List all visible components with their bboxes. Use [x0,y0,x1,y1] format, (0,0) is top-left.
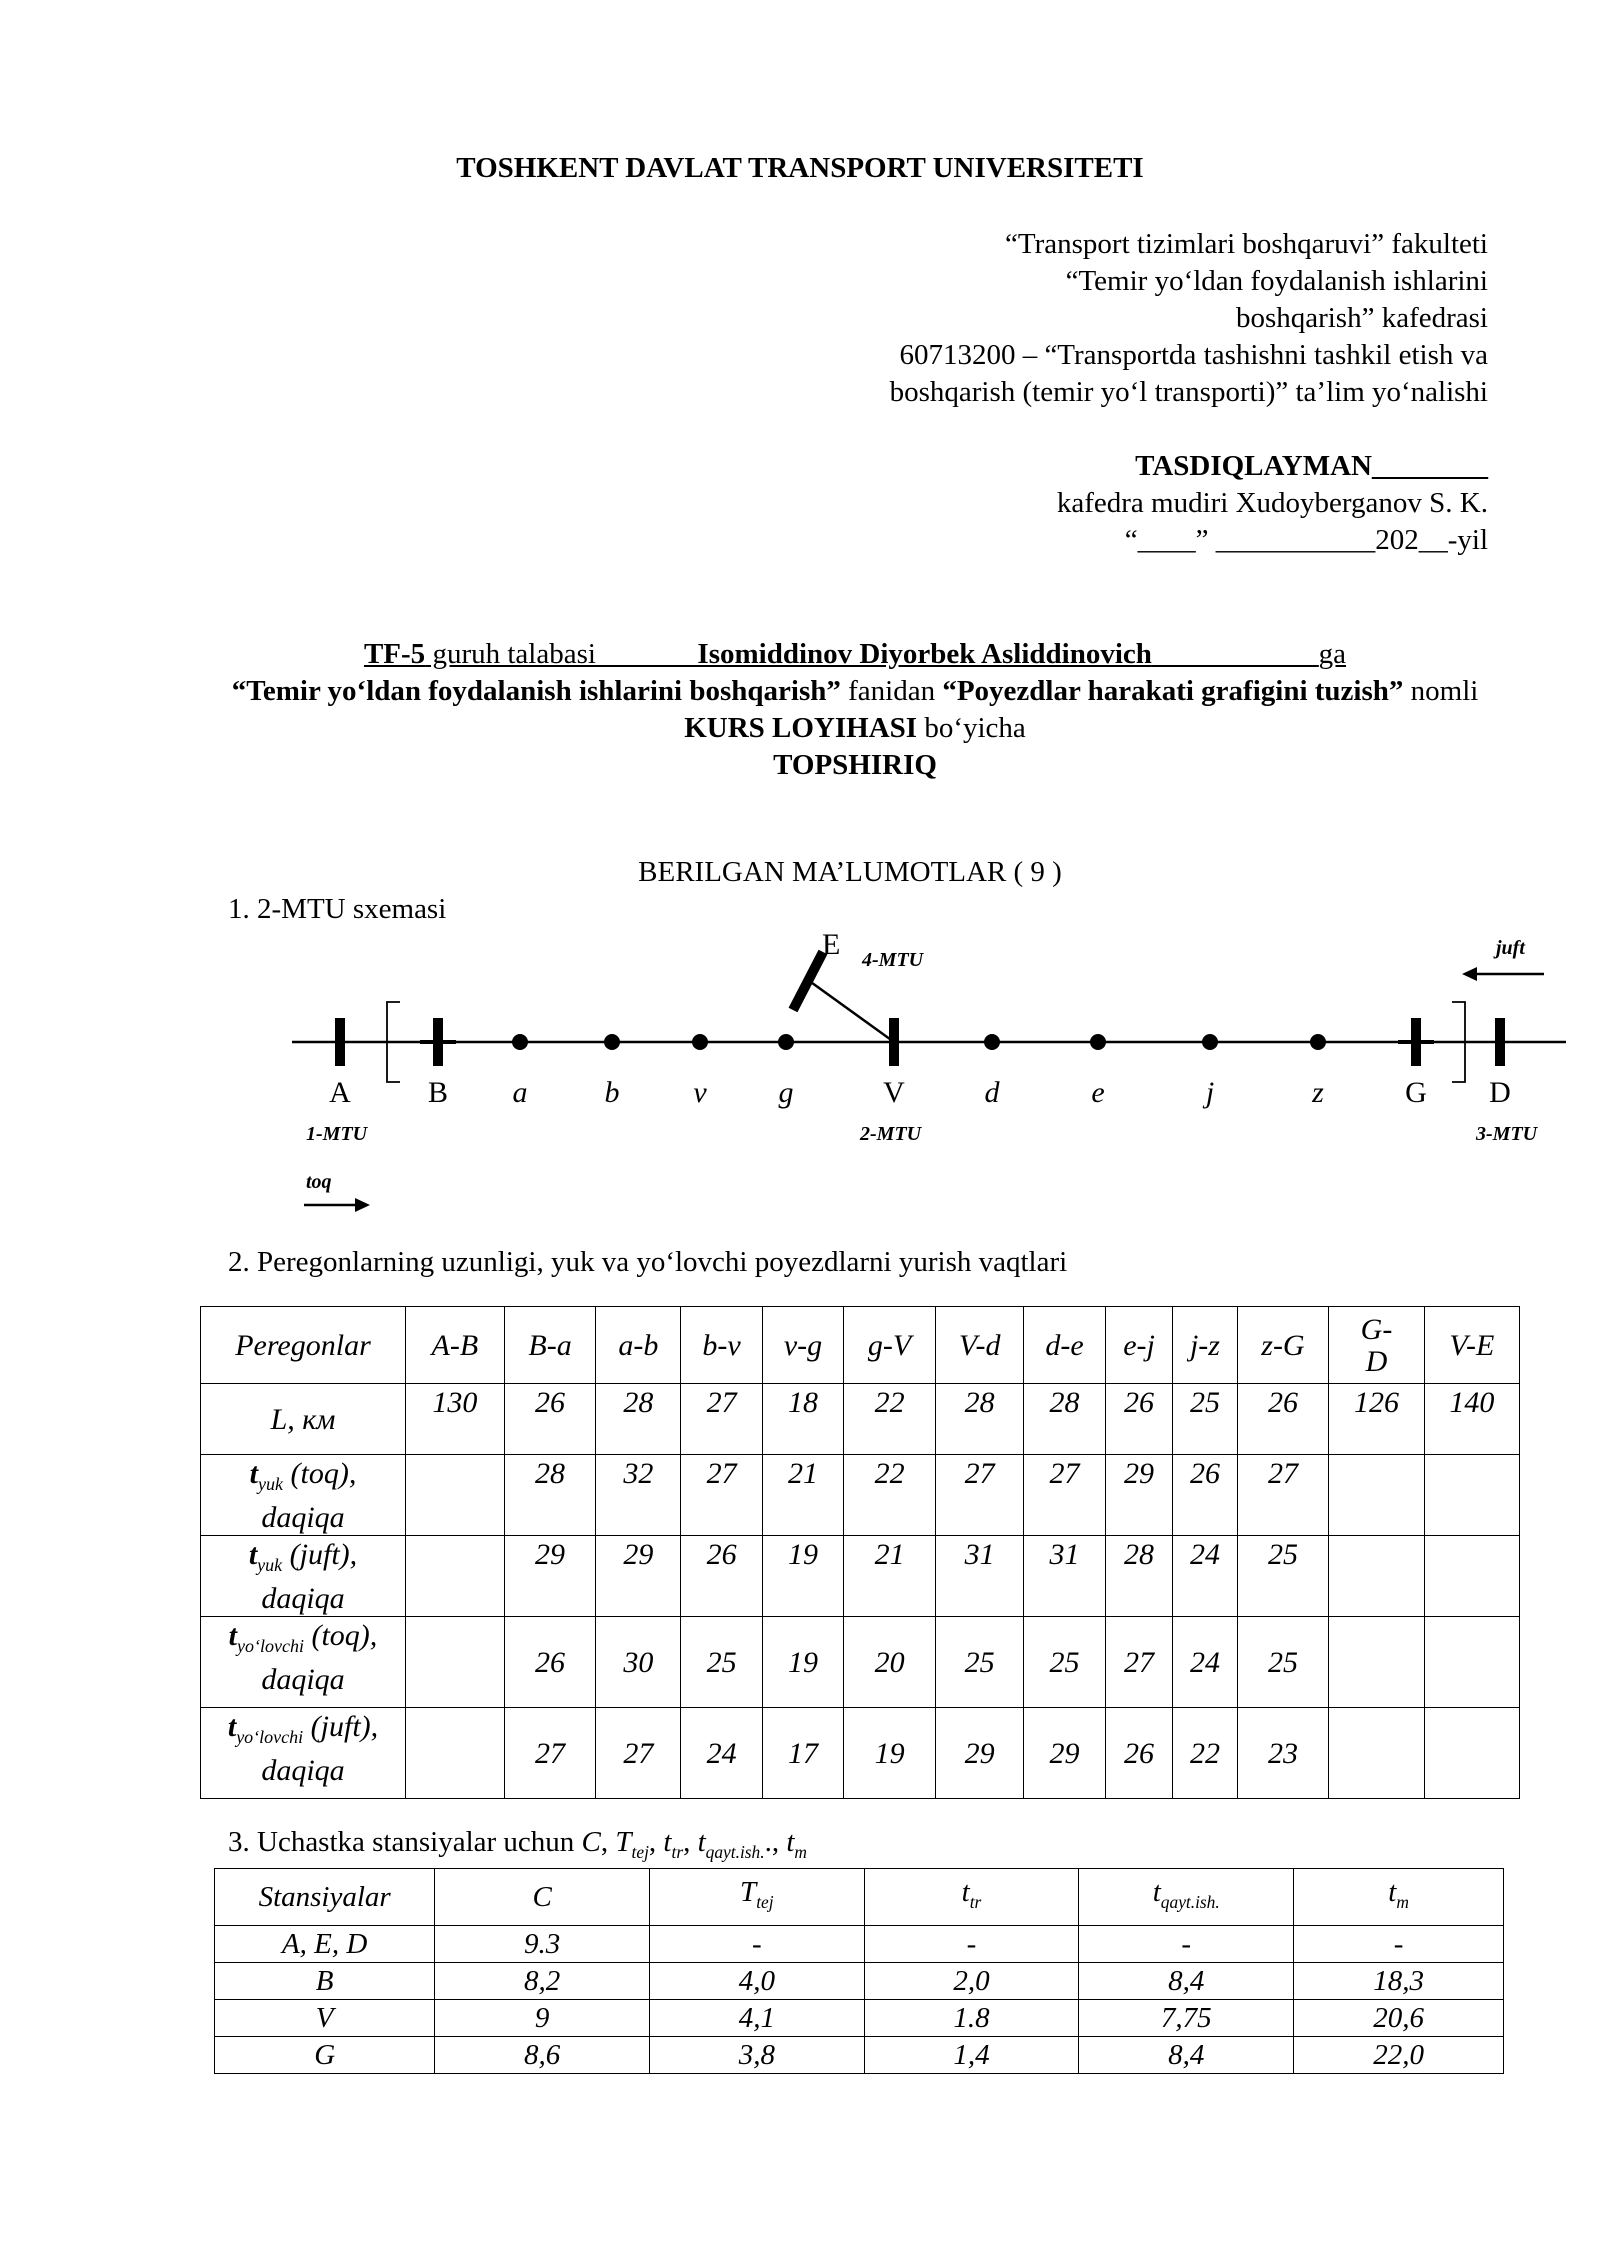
item-3-heading [228,1826,807,1863]
item-1-heading: 1. 2-MTU sxemasi [228,893,447,925]
station-label: e [1091,1076,1105,1109]
task-block [230,636,1480,784]
station-label: b [604,1076,620,1109]
station-e-label: E [822,930,841,961]
table-cell: 18,3 [1294,1962,1504,1999]
table-header-row [215,1869,1504,1926]
station-bar-tick [420,1040,456,1044]
approval-date: “____” ___________202__-yil [1124,524,1488,556]
station-e-bar [793,952,823,1010]
header-cell: v-g [762,1307,843,1384]
table-cell: 26 [681,1536,762,1617]
table-cell: 25 [1237,1536,1329,1617]
header-cell: $t_{qayt.ish.}$ [1079,1869,1294,1926]
header-cell: d-e [1024,1307,1105,1384]
item3-sep: , [600,1826,616,1858]
table-cell [1424,1455,1519,1536]
table-cell: - [1079,1925,1294,1962]
station-dot-marker [1202,1034,1218,1050]
table-cell [406,1536,505,1617]
toq-label: toq [306,1171,332,1193]
table-row [215,1962,1504,1999]
table-cell: 31 [1024,1536,1105,1617]
table-header-row [201,1307,1520,1384]
fanidan: fanidan [840,675,943,707]
table-cell: 22 [844,1384,936,1455]
table-cell: B [215,1962,435,1999]
table-cell: G [215,2036,435,2073]
table-row [201,1384,1520,1455]
item3-t2-sub: tr [671,1841,684,1862]
table-cell [406,1708,505,1799]
table-cell: 26 [1105,1708,1173,1799]
table-cell [1329,1708,1424,1799]
station-label: z [1312,1076,1324,1109]
header-cell: Stansiyalar [215,1869,435,1926]
item3-c: C [581,1826,601,1858]
item3-t4: t [786,1826,795,1858]
task-line-2 [230,673,1480,747]
station-bar-marker [1495,1018,1505,1066]
table-cell: - [649,1925,864,1962]
department-info [728,226,1488,411]
table-cell: 27 [1024,1455,1105,1536]
kurs-loyihasi: KURS LOYIHASI [684,712,918,744]
table-cell [406,1617,505,1708]
table-cell: 25 [681,1617,762,1708]
station-bar-marker [889,1018,899,1066]
table-cell: A, E, D [215,1925,435,1962]
blank: ___________ [1151,638,1319,670]
table-cell: 8,4 [1079,2036,1294,2073]
station-label: d [984,1076,1000,1109]
table-cell: 25 [935,1617,1023,1708]
station-dot-marker [984,1034,1000,1050]
table-cell [1424,1617,1519,1708]
juft-label: juft [1496,937,1525,959]
table-cell: 23 [1237,1708,1329,1799]
header-cell: z-G [1237,1307,1329,1384]
row-label: $t_{yuk}$ (juft), daqiqa [201,1536,406,1617]
table-cell: 3,8 [649,2036,864,2073]
station-bar-tick [1398,1040,1434,1044]
item3-t3: t [697,1826,706,1858]
toq-arrow-head [355,1198,370,1212]
station-label: D [1489,1076,1511,1109]
table-cell: 9 [435,1999,650,2036]
header-cell: e-j [1105,1307,1173,1384]
table-cell: - [1294,1925,1504,1962]
table-cell: - [864,1925,1079,1962]
approval-head: kafedra mudiri Xudoyberganov S. K. [1056,487,1488,519]
table-cell: 29 [935,1708,1023,1799]
station-label: B [427,1076,449,1109]
table-cell: 17 [762,1708,843,1799]
stations-group [329,1018,1511,1109]
row-label: $t_{yo‘lovchi}$ (toq), daqiqa [201,1617,406,1708]
table-cell: 28 [1105,1536,1173,1617]
station-label: j [1205,1076,1215,1109]
item3-t1-sub: tej [631,1841,649,1862]
task-line-1 [230,636,1480,673]
approval-block [728,448,1488,559]
table-cell: 24 [681,1708,762,1799]
table-cell [1424,1708,1519,1799]
dept-line: “Temir yo‘ldan foydalanish ishlarini [1065,265,1488,297]
table-cell: 26 [1173,1455,1237,1536]
item3-sep: , [648,1826,664,1858]
table-cell: 9.3 [435,1925,650,1962]
station-dot-marker [692,1034,708,1050]
table-cell: 27 [1105,1617,1173,1708]
station-label: v [693,1076,707,1109]
table-cell: 27 [504,1708,596,1799]
table-cell: 19 [762,1617,843,1708]
table-cell: 22 [1173,1708,1237,1799]
table-cell: 2,0 [864,1962,1079,1999]
header-cell: G- D [1329,1307,1424,1384]
station-label: A [329,1076,351,1109]
table-cell: 7,75 [1079,1999,1294,2036]
header-cell: j-z [1173,1307,1237,1384]
table-cell [1329,1617,1424,1708]
header-cell: b-v [681,1307,762,1384]
station-label: V [883,1076,905,1109]
table-cell: 126 [1329,1384,1424,1455]
table-cell: 24 [1173,1536,1237,1617]
station-dot-marker [604,1034,620,1050]
table-cell: 32 [596,1455,681,1536]
table-cell: 20,6 [1294,1999,1504,2036]
item3-t3-sub: qayt.ish. [705,1841,765,1862]
table-cell: 22 [844,1455,936,1536]
station-label: g [778,1076,794,1109]
table-cell: 29 [1024,1708,1105,1799]
item3-prefix: 3. Uchastka stansiyalar uchun [228,1826,582,1858]
university-title: TOSHKENT DAVLAT TRANSPORT UNIVERSITETI [456,152,1144,184]
header-cell: C [435,1869,650,1926]
table-cell: 25 [1024,1617,1105,1708]
dept-line: 60713200 – “Transportda tashishni tashkil etish va [899,339,1488,371]
table-cell: 31 [935,1536,1023,1617]
group-suffix: guruh talabasi [425,638,596,670]
table-row [201,1536,1520,1617]
table-cell: 28 [596,1384,681,1455]
row-label: L, км [201,1384,406,1455]
mtu3-label: 3-MTU [1476,1123,1538,1145]
table-cell: 25 [1173,1384,1237,1455]
station-dot-marker [512,1034,528,1050]
station-dot-marker [1090,1034,1106,1050]
table-cell: 19 [844,1708,936,1799]
student-name: Isomiddinov Diyorbek Asliddinovich [697,638,1152,670]
table-cell: 28 [1024,1384,1105,1455]
table-cell: V [215,1999,435,2036]
header-cell: g-V [844,1307,936,1384]
station-dot-marker [778,1034,794,1050]
table-cell: 8,6 [435,2036,650,2073]
table-cell: 21 [844,1536,936,1617]
table-cell: 22,0 [1294,2036,1504,2073]
table-cell: 26 [504,1384,596,1455]
branch-track-line [808,980,894,1042]
table-cell: 140 [1424,1384,1519,1455]
stations-table [214,1868,1504,2074]
given-data-title: BERILGAN MA’LUMOTLAR ( 9 ) [638,856,1062,888]
table-cell: 26 [1105,1384,1173,1455]
table-cell [1424,1536,1519,1617]
item3-t2: t [663,1826,672,1858]
table-cell: 8,2 [435,1962,650,1999]
station-dot-marker [1310,1034,1326,1050]
mtu4-label: 4-MTU [862,949,924,971]
station-label: G [1405,1076,1427,1109]
railway-scheme [0,930,1600,1230]
group-code: TF-5 [363,638,426,670]
subject-name: “Temir yo‘ldan foydalanish ishlarini boshqarish” [231,675,841,707]
item3-t1: T [615,1826,632,1858]
dept-line: “Transport tizimlari boshqaruvi” fakulteti [1005,228,1488,260]
header-cell: $t_m$ [1294,1869,1504,1926]
header-cell: A-B [406,1307,505,1384]
ga-suffix: ga [1318,638,1347,670]
project-name: “Poyezdlar harakati grafigini tuzish” [942,675,1404,707]
table-cell: 4,1 [649,1999,864,2036]
item3-sep: , [683,1826,698,1858]
table-cell: 20 [844,1617,936,1708]
approval-title: TASDIQLAYMAN________ [1135,450,1488,482]
header-cell: B-a [504,1307,596,1384]
table-cell: 29 [596,1536,681,1617]
table-cell: 8,4 [1079,1962,1294,1999]
item-2-heading: 2. Peregonlarning uzunligi, yuk va yo‘lovchi poyezdlarni yurish vaqtlari [228,1246,1068,1278]
table-cell: 18 [762,1384,843,1455]
table-cell: 130 [406,1384,505,1455]
table-cell [1329,1455,1424,1536]
table-cell: 27 [681,1384,762,1455]
table-cell: 25 [1237,1617,1329,1708]
header-cell: V-d [935,1307,1023,1384]
boycha: bo‘yicha [917,712,1026,744]
station-bar-marker [335,1018,345,1066]
station-label: a [512,1076,528,1109]
table-cell: 27 [596,1708,681,1799]
header-cell: $t_{tr}$ [864,1869,1079,1926]
header-cell: $T_{tej}$ [649,1869,864,1926]
table-row [201,1708,1520,1799]
row-label: $t_{yuk}$ (toq), daqiqa [201,1455,406,1536]
table-cell: 1.8 [864,1999,1079,2036]
header-cell: Peregonlar [201,1307,406,1384]
juft-arrow-head [1462,967,1477,981]
mtu1-label: 1-MTU [306,1123,368,1145]
nomli: nomli [1403,675,1479,707]
row-label: $t_{yo‘lovchi}$ (juft), daqiqa [201,1708,406,1799]
dept-line: boshqarish” kafedrasi [1235,302,1488,334]
table-cell: 26 [504,1617,596,1708]
table-cell: 28 [935,1384,1023,1455]
table-cell: 30 [596,1617,681,1708]
table-cell: 29 [504,1536,596,1617]
header-cell: a-b [596,1307,681,1384]
item3-t4-sub: m [794,1841,807,1862]
table-cell: 27 [935,1455,1023,1536]
header-cell: V-E [1424,1307,1519,1384]
table-row [215,1999,1504,2036]
table-cell: 27 [1237,1455,1329,1536]
table-cell: 26 [1237,1384,1329,1455]
table-row [215,2036,1504,2073]
item3-sep: ., [764,1826,787,1858]
peregon-table [200,1306,1520,1799]
table-cell: 29 [1105,1455,1173,1536]
table-row [215,1925,1504,1962]
table-cell [406,1455,505,1536]
blank: _______ [595,638,698,670]
table-cell: 21 [762,1455,843,1536]
table-cell: 28 [504,1455,596,1536]
table-cell: 27 [681,1455,762,1536]
table-cell: 24 [1173,1617,1237,1708]
table-cell [1329,1536,1424,1617]
mtu2-label: 2-MTU [860,1123,922,1145]
table-row [201,1617,1520,1708]
table-cell: 19 [762,1536,843,1617]
table-cell: 4,0 [649,1962,864,1999]
table-row [201,1455,1520,1536]
table-cell: 1,4 [864,2036,1079,2073]
dept-line: boshqarish (temir yo‘l transporti)” ta’lim yo‘nalishi [889,376,1488,408]
topshiriq-title: TOPSHIRIQ [773,749,937,781]
